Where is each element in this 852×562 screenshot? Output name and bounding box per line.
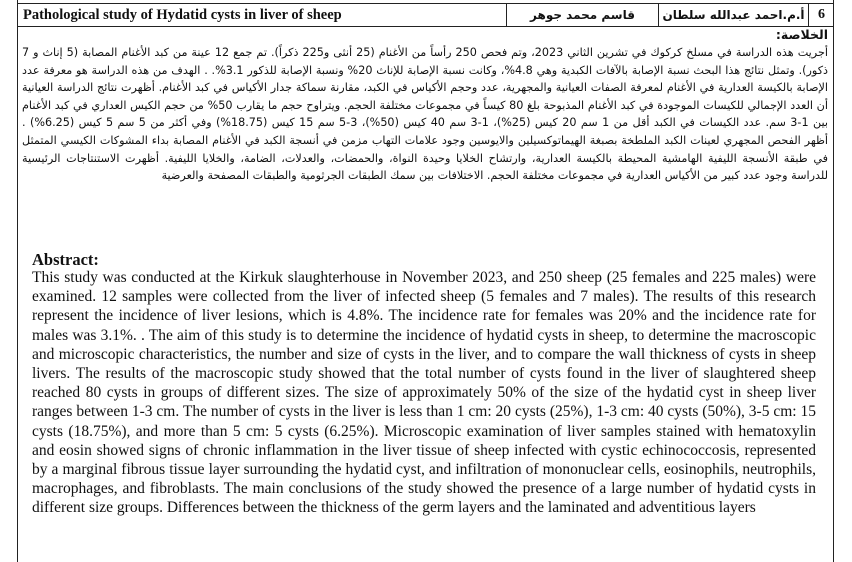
row-number: 6 <box>818 7 825 22</box>
table-border-left <box>17 0 18 562</box>
author-name-1: أ.م.احمد عبدالله سلطان <box>659 4 809 26</box>
arabic-abstract-heading: الخلاصة: <box>775 27 828 42</box>
arabic-abstract-text: أجريت هذه الدراسة في مسلخ كركوك في تشرين الثاني 2023، وتم فحص 250 رأساً من الأغنام (25 أنثى و225 ذكراً). تم جمع 12 عينة من كبد الأغنام المصابة (5 إناث و 7 ذكور). وتمثل نتائج هذا البحث نسبة الإصابة بالآفات الكبدية وهي 4.8%، وكانت نسبة الإصابة للإناث 20% ونسبة الإصابة للذكور 3.1%. . الهدف من هذه الدراسة هو معرفة عدد الإصابة بالكيسة العدارية في الأغنام لمعرفة الصفات العيانية والمجهرية، عدد وحجم الأكياس في الكبد، مقارنة سماكة جدار الأكياس في كبد الأغنام. أظهرت نتائج الدراسة العيانية أن العدد الإجمالي للكيسات الموجودة في كبد الأغنام المذبوحة بلغ 80 كيساً في مجموعات مختلفة الحجم. ويتراوح حجم ما يقارب 50% من حجم الكيس العداري في كبد الأغنام بين 1-3 سم. عدد الكيسات في الكبد أقل من 1 سم 20 كيس (25%)، 1-3 سم 40 كيس (50%)، 3-5 سم 15 كيس (18.75%) وفي أكثر من 5 سم 5 كيس (6.25%) . أظهر الفحص المجهري لعينات الكبد الملطخة بصبغة الهيماتوكسيلين والايوسين وجود علامات التهاب مزمن في أنسجة الكبد في الأغنام المصابة بداء المشوكات الكيسي المتمثل في طبقة الأنسجة الليفية الهامشية المحيطة بالكيسة العدارية، وارتشاح الخلايا وحيدة النواة، والحمضات، والعدلات، الضامة، والخلايا الليفية. أظهرت الاستنتاجات الرئيسية للدراسة وجود عدد كبير من الأكياس العدارية في مجموعات مختلفة الحجم. الاختلافات بين سمك الطبقات الجرثومية والطبقات المصفحة والعرضية <box>22 46 828 183</box>
english-abstract-heading: Abstract: <box>32 250 99 269</box>
header-row <box>17 3 834 27</box>
english-abstract-text: This study was conducted at the Kirkuk slaughterhouse in November 2023, and 250 sheep (25 females and 225 males) were examined. 12 samples were collected from the liver of infected sheep (5 females and 7 males). The results of this research represent the incidence of liver lesions, which is 4.8%. The incidence rate for females was 20% and the incidence rate for males was 3.1%. . The aim of this study is to determine the incidence of hydatid cysts in sheep, to determine the macroscopic and microscopic characteristics, the number and size of cysts in the liver, and to compare the wall thickness of cysts in sheep livers. The results of the macroscopic study showed that the total number of cysts found in the liver of slaughtered sheep reached 80 cysts in groups of different sizes. The size of approximately 50% of the size of the hydatid cyst in sheep liver ranges between 1-3 cm. The number of cysts in the liver is less than 1 cm: 20 cysts (25%), 1-3 cm: 40 cysts (50%), 3-5 cm: 15 cysts (18.75%), and more than 5 cm: 5 cysts (6.25%). Microscopic examination of liver samples stained with hematoxylin and eosin showed signs of chronic inflammation in the liver tissue of sheep infected with cystic echinococcosis, represented by a marginal fibrous tissue layer surrounding the hydatid cyst, and infiltration of mononuclear cells, eosinophils, neutrophils, macrophages, and fibroblasts. The main conclusions of the study showed the presence of a large number of hydatid cysts in different size groups. Differences between the thickness of the germ layers and the laminated and adventitious layers <box>32 269 816 517</box>
table-border-right <box>833 0 834 562</box>
author-name-2: قاسم محمد جوهر <box>507 4 659 26</box>
paper-title: Pathological study of Hydatid cysts in liver of sheep <box>17 4 507 26</box>
